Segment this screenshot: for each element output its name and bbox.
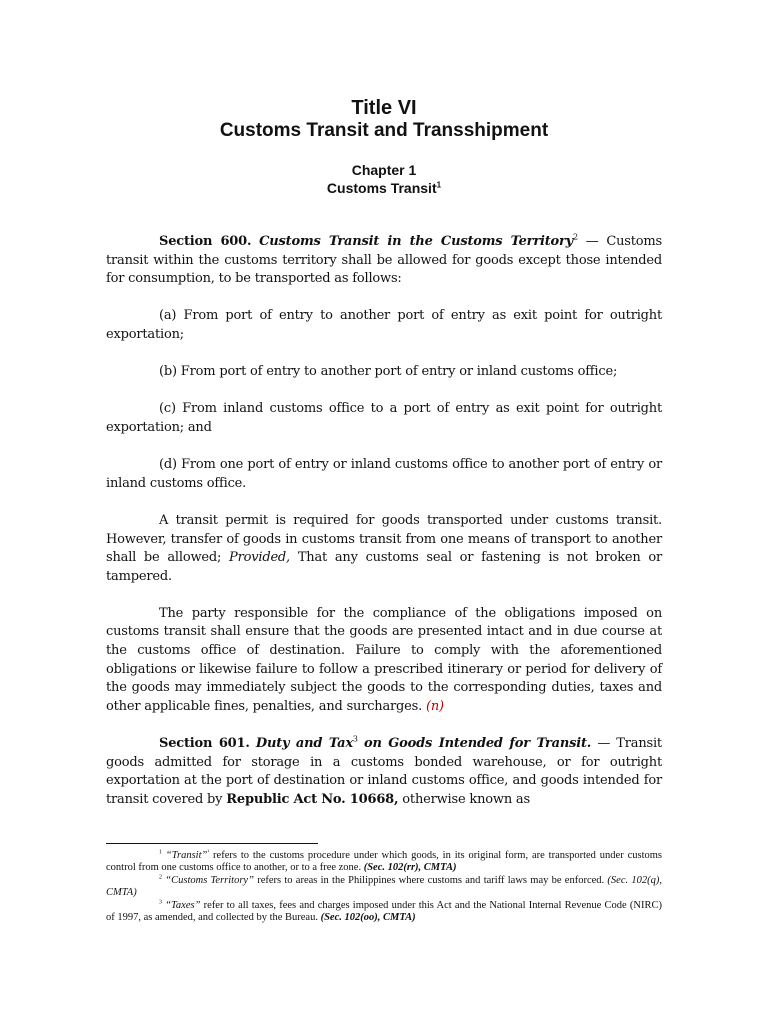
republic-act-ref: Republic Act No. 10668, <box>226 791 399 807</box>
footnote-1-cite: (Sec. 102(rr), CMTA) <box>363 862 457 874</box>
para2-text-b: That any customs seal or fastening is not broken or tampered. <box>106 550 663 584</box>
footnote-1-number: 1 <box>159 849 162 856</box>
para2-provided: Provided, <box>229 550 290 566</box>
section-600-intro-text: — Customs transit within the customs territory shall be allowed for goods except those intended for consumption, to be transported as follows: <box>106 234 662 287</box>
footnote-3-text: refer to all taxes, fees and charges imposed under this Act and the National Internal Revenue Code (NIRC) of 1997, as amended, and collected by the Bureau. <box>106 899 662 924</box>
footnote-2-term: “Customs Territory” <box>165 874 254 886</box>
chapter-number: Chapter 1 <box>351 162 417 178</box>
chapter-name <box>106 179 662 197</box>
footnote-2-text: refers to areas in the Philippines where customs and tariff laws may be enforced. <box>257 874 605 886</box>
chapter-name-text: Customs Transit <box>326 180 437 196</box>
para3-text: The party responsible for the compliance of the obligations imposed on customs transit shall ensure that the goods are presented intact and in due course at the customs office of destination. Failure to comply with the aforementioned obligations or likewise failure to follow a prescribed itinerary or period for delivery of the goods may immediately subject the goods to the corresponding duties, taxes and other applicable fines, penalties, and surcharges. <box>106 605 662 714</box>
section-600-item-a: (a) From port of entry to another port of entry as exit point for outright exportation; <box>106 308 662 342</box>
footnote-3-cite: (Sec. 102(oo), CMTA) <box>320 912 416 924</box>
para2-text-a: A transit permit is required for goods transported under customs transit. However, transfer of goods in customs transit from one means of transport to another shall be allowed; <box>106 512 662 566</box>
footnote-ref-3: 3 <box>352 734 358 744</box>
footnote-1 <box>106 850 662 875</box>
section-600-item-c: (c) From inland customs office to a port of entry as exit point for outright exportation; and <box>106 401 662 435</box>
footnote-1-text: refers to the customs procedure under which goods, in its original form, are transported under customs control from one customs office to another, or to a free zone. <box>106 850 663 874</box>
section-600-para-responsible-party <box>106 605 662 717</box>
section-601-text-a: — Transit goods admitted for storage in a customs bonded warehouse, or for outright exportation at the port of destination or inland customs office, and goods intended for transit covered by <box>106 736 662 807</box>
footnote-divider <box>106 843 318 844</box>
section-601-title-b: on Goods Intended for Transit. <box>363 736 592 752</box>
footnote-ref-2: 2 <box>573 232 578 242</box>
footnote-1-extra: ¹ <box>207 849 210 856</box>
new-provision-mark: (n) <box>426 698 444 714</box>
section-600-number: Section 600. <box>159 234 252 249</box>
section-601-title-a: Duty and Tax <box>255 736 353 752</box>
footnote-3-number: 3 <box>159 899 162 906</box>
footnote-1-term: “Transit” <box>165 850 208 861</box>
section-600-title: Customs Transit in the Customs Territory <box>259 234 573 249</box>
footnote-ref-1: 1 <box>436 180 442 190</box>
title-number: Title VI <box>351 97 417 119</box>
document-body <box>106 233 662 828</box>
title-name: Customs Transit and Transshipment <box>219 120 549 141</box>
section-601-number: Section 601. <box>159 736 250 752</box>
section-600-item-b: (b) From port of entry to another port of entry or inland customs office; <box>159 364 618 380</box>
footnote-2-cite: (Sec. 102(q), CMTA) <box>106 874 662 899</box>
footnote-3-term: “Taxes” <box>165 899 201 911</box>
footnote-3 <box>106 900 662 925</box>
section-601 <box>106 735 662 809</box>
footnotes <box>106 850 662 924</box>
footnote-2 <box>106 875 662 900</box>
section-600-para-transit-permit <box>106 512 662 586</box>
section-600-intro <box>106 233 662 289</box>
section-601-text-b: otherwise known as <box>402 791 530 807</box>
footnote-2-number: 2 <box>159 874 162 881</box>
section-600-item-d: (d) From one port of entry or inland customs office to another port of entry or inland customs office. <box>106 457 662 491</box>
